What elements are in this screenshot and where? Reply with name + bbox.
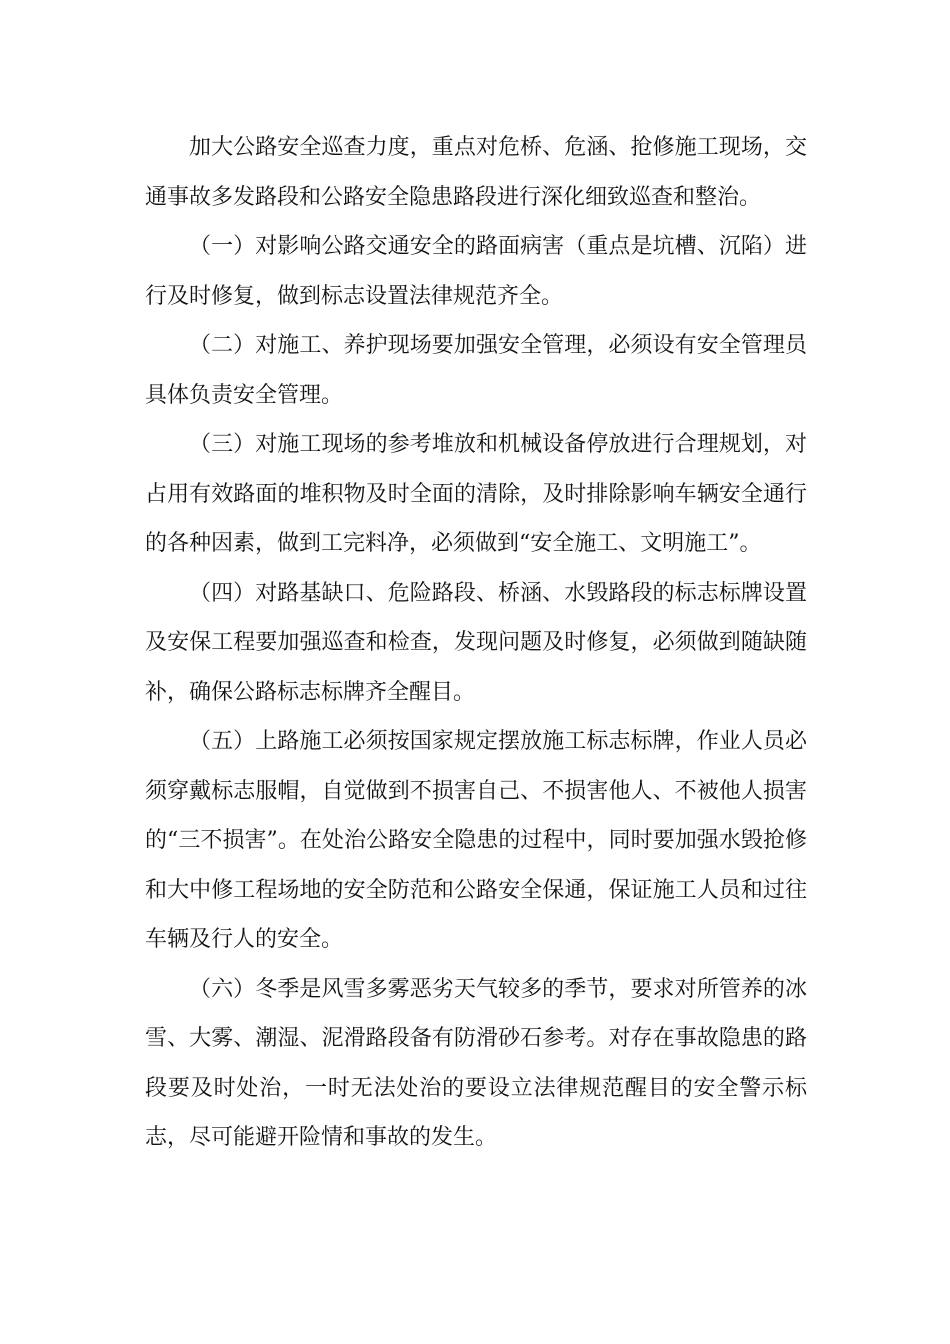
paragraph-item-6: （六）冬季是风雪多雾恶劣天气较多的季节，要求对所管养的冰雪、大雾、潮湿、泥滑路段备有防滑砂石参考。对存在事故隐患的路段要及时处治，一时无法处治的要设立法律规范醒目的安全警示标志，尽可能避开险情和事故的发生。 — [145, 976, 807, 1150]
paragraph-item-1: （一）对影响公路交通安全的路面病害（重点是坑槽、沉陷）进行及时修复，做到标志设置法律规范齐全。 — [145, 234, 807, 309]
paragraph-item-2: （二）对施工、养护现场要加强安全管理，必须设有安全管理员具体负责安全管理。 — [145, 333, 807, 408]
paragraph-item-5: （五）上路施工必须按国家规定摆放施工标志标牌，作业人员必须穿戴标志服帽，自觉做到不损害自己、不损害他人、不被他人损害的“三不损害”。在处治公路安全隐患的过程中，同时要加强水毁抢修和大中修工程场地的安全防范和公路安全保通，保证施工人员和过往车辆及行人的安全。 — [145, 729, 807, 952]
document-body — [145, 123, 807, 1163]
paragraph-item-4: （四）对路基缺口、危险路段、桥涵、水毁路段的标志标牌设置及安保工程要加强巡查和检查，发现问题及时修复，必须做到随缺随补，确保公路标志标牌齐全醒目。 — [145, 580, 807, 705]
paragraph-item-3: （三）对施工现场的参考堆放和机械设备停放进行合理规划，对占用有效路面的堆积物及时全面的清除，及时排除影响车辆安全通行的各种因素，做到工完料净，必须做到“安全施工、文明施工”。 — [145, 432, 807, 556]
paragraph-intro: 加大公路安全巡查力度，重点对危桥、危涵、抢修施工现场，交通事故多发路段和公路安全隐患路段进行深化细致巡查和整治。 — [145, 135, 807, 210]
